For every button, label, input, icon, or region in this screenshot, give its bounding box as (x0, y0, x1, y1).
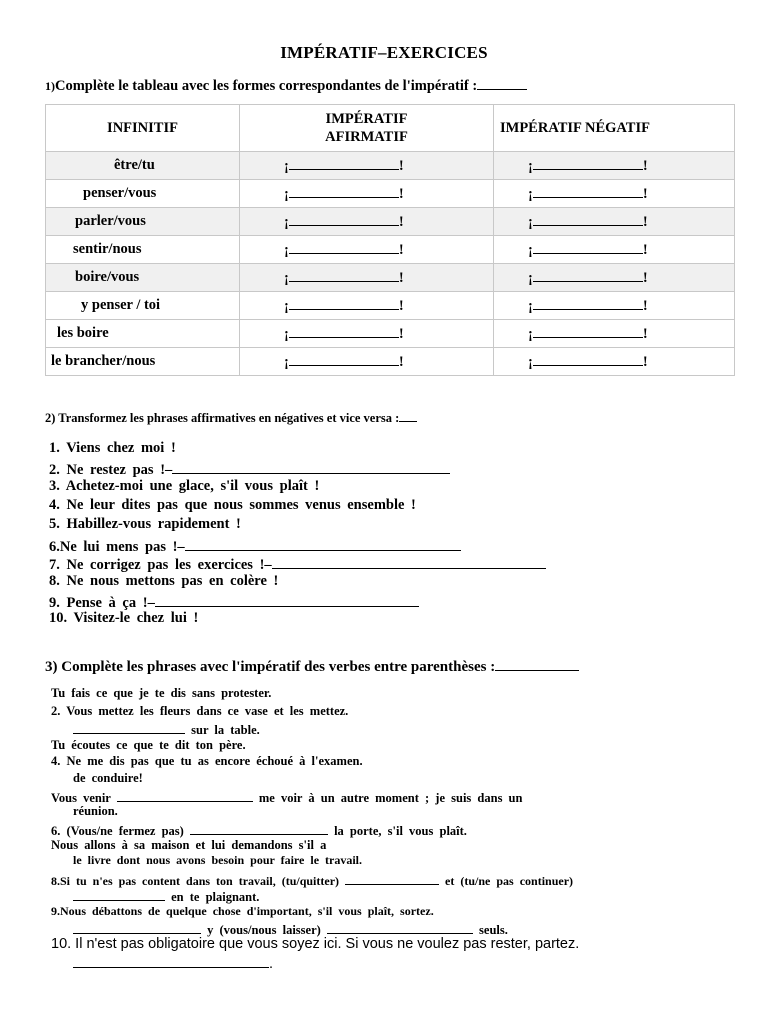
exercise-3-sentence: Tu écoutes ce que te dit ton père. (51, 738, 246, 752)
close-mark: ! (642, 241, 648, 258)
close-mark: ! (642, 213, 648, 230)
answer-blank[interactable] (327, 920, 473, 934)
sentence-text: en te plaignant. (171, 890, 260, 904)
infinitif-cell: être/tu (46, 152, 240, 180)
negatif-answer[interactable] (494, 236, 735, 264)
negatif-answer[interactable] (494, 180, 735, 208)
sentence-text: y (vous/nous laisser) (207, 923, 321, 937)
affirmatif-answer[interactable] (240, 292, 494, 320)
sentence-text: me voir à un autre moment ; je suis dans un (258, 791, 523, 805)
open-mark: ¡ (284, 241, 289, 258)
open-mark: ¡ (284, 157, 289, 174)
open-mark: ¡ (284, 353, 289, 370)
open-mark: ¡ (528, 241, 533, 258)
answer-blank[interactable] (73, 920, 201, 934)
answer-blank[interactable] (345, 871, 439, 885)
exercise-2-item: 4. Ne leur dites pas que nous sommes venus ensemble ! (49, 497, 416, 513)
affirmatif-answer[interactable] (240, 348, 494, 376)
open-mark: ¡ (528, 325, 533, 342)
table-header-row (46, 105, 735, 152)
answer-blank[interactable] (289, 297, 399, 310)
exercise-3-instruction: 3) Complète les phrases avec l'impératif des verbes entre parenthèses : (45, 659, 496, 675)
answer-blank[interactable] (533, 269, 643, 282)
close-mark: ! (398, 353, 404, 370)
sentence-text: 8.Si tu n'es pas content dans ton travail, (tu/quitter) (51, 874, 340, 888)
table-row (46, 236, 735, 264)
affirmatif-answer[interactable] (240, 320, 494, 348)
exercise-3-sentence (51, 821, 467, 839)
table-row (46, 348, 735, 376)
answer-blank[interactable] (73, 954, 269, 968)
answer-blank[interactable] (533, 213, 643, 226)
answer-blank[interactable] (289, 185, 399, 198)
table-row (46, 208, 735, 236)
table-row (46, 152, 735, 180)
close-mark: ! (398, 241, 404, 258)
answer-blank[interactable] (289, 353, 399, 366)
open-mark: ¡ (528, 297, 533, 314)
exercise-3-sentence: le livre dont nous avons besoin pour faire le travail. (73, 853, 363, 867)
exercise-3-sentence: 2. Vous mettez les fleurs dans ce vase et les mettez. (51, 704, 349, 718)
answer-blank[interactable] (289, 241, 399, 254)
exercise-3-sentence (73, 954, 273, 972)
infinitif-cell: parler/vous (46, 208, 240, 236)
table-row (46, 320, 735, 348)
answer-blank[interactable] (289, 269, 399, 282)
negatif-answer[interactable] (494, 292, 735, 320)
header-affirmatif (240, 105, 494, 152)
answer-blank (495, 657, 579, 671)
open-mark: ¡ (284, 325, 289, 342)
header-affirmatif-line2: AFIRMATIF (325, 129, 408, 145)
exercise-3-sentence: 9.Nous débattons de quelque chose d'important, s'il vous plaît, sortez. (51, 904, 434, 918)
infinitif-cell: boire/vous (46, 264, 240, 292)
exercise-3-sentence: Tu fais ce que je te dis sans protester. (51, 686, 272, 700)
exercise-3-sentence: 4. Ne me dis pas que tu as encore échoué à l'examen. (51, 754, 363, 768)
open-mark: ¡ (528, 185, 533, 202)
item-text: 6.Ne lui mens pas !– (49, 539, 185, 555)
sentence-text: Vous venir (51, 791, 111, 805)
item-text: 7. Ne corrigez pas les exercices !– (49, 557, 272, 573)
sentence-text: seuls. (479, 923, 508, 937)
exercise-3-sentence: Nous allons à sa maison et lui demandons s'il a (51, 838, 327, 852)
infinitif-cell: penser/vous (46, 180, 240, 208)
answer-blank[interactable] (533, 353, 643, 366)
open-mark: ¡ (284, 269, 289, 286)
sentence-text: et (tu/ne pas continuer) (445, 874, 574, 888)
affirmatif-answer[interactable] (240, 264, 494, 292)
close-mark: ! (398, 157, 404, 174)
close-mark: ! (398, 213, 404, 230)
open-mark: ¡ (284, 213, 289, 230)
exercise-3-sentence (73, 720, 260, 738)
answer-blank[interactable] (73, 720, 185, 734)
open-mark: ¡ (528, 213, 533, 230)
answer-blank[interactable] (289, 325, 399, 338)
exercise-3-sentence (73, 887, 259, 905)
table-row (46, 292, 735, 320)
exercise-3-sentence: de conduire! (73, 771, 143, 785)
negatif-answer[interactable] (494, 152, 735, 180)
exercise-2-item: 3. Achetez-moi une glace, s'il vous plaît ! (49, 478, 320, 494)
close-mark: ! (398, 325, 404, 342)
exercise-3-sentence: 10. Il n'est pas obligatoire que vous soyez ici. Si vous ne voulez pas rester, partez. (51, 936, 580, 952)
answer-blank[interactable] (533, 157, 643, 170)
infinitif-cell: le brancher/nous (46, 348, 240, 376)
infinitif-cell: sentir/nous (46, 236, 240, 264)
negatif-answer[interactable] (494, 320, 735, 348)
close-mark: ! (398, 297, 404, 314)
answer-blank[interactable] (289, 213, 399, 226)
close-mark: ! (398, 269, 404, 286)
answer-blank[interactable] (185, 537, 461, 551)
close-mark: ! (642, 325, 648, 342)
answer-blank (399, 408, 417, 422)
exercise-2-item: 5. Habillez-vous rapidement ! (49, 516, 241, 532)
affirmatif-answer[interactable] (240, 236, 494, 264)
header-infinitif: INFINITIF (46, 105, 240, 152)
infinitif-cell: y penser / toi (46, 292, 240, 320)
exercise-1-instruction: Complète le tableau avec les formes correspondantes de l'impératif : (55, 78, 478, 94)
header-affirmatif-line1: IMPÉRATIF (325, 111, 408, 127)
answer-blank[interactable] (73, 887, 165, 901)
exercise-2-item: 8. Ne nous mettons pas en colère ! (49, 573, 279, 589)
exercise-3-sentence (51, 788, 522, 806)
affirmatif-answer[interactable] (240, 208, 494, 236)
open-mark: ¡ (528, 157, 533, 174)
close-mark: ! (642, 353, 648, 370)
open-mark: ¡ (284, 297, 289, 314)
header-negatif: IMPÉRATIF NÉGATIF (494, 105, 735, 152)
sentence-text: 6. (Vous/ne fermez pas) (51, 824, 184, 838)
affirmatif-answer[interactable] (240, 180, 494, 208)
negatif-answer[interactable] (494, 208, 735, 236)
answer-blank[interactable] (155, 593, 419, 607)
exercise-2-item: 10. Visitez-le chez lui ! (49, 610, 199, 626)
answer-blank[interactable] (117, 788, 253, 802)
exercise-1-number: 1) (45, 79, 55, 93)
exercise-2-item (49, 537, 461, 556)
answer-blank[interactable] (533, 185, 643, 198)
conjugation-table (45, 104, 735, 376)
exercise-2-heading (45, 408, 417, 426)
open-mark: ¡ (284, 185, 289, 202)
close-mark: ! (398, 185, 404, 202)
page-title: IMPÉRATIF–EXERCICES (280, 43, 488, 62)
affirmatif-answer[interactable] (240, 152, 494, 180)
answer-blank[interactable] (289, 157, 399, 170)
table-row (46, 264, 735, 292)
item-text: 9. Pense à ça !– (49, 595, 155, 611)
exercise-2-item (49, 460, 450, 479)
exercise-2-instruction: 2) Transformez les phrases affirmatives en négatives et vice versa : (45, 411, 400, 425)
sentence-text: la porte, s'il vous plaît. (334, 824, 467, 838)
exercise-2-item (49, 555, 546, 574)
close-mark: ! (642, 297, 648, 314)
table-row (46, 180, 735, 208)
open-mark: ¡ (528, 353, 533, 370)
negatif-answer[interactable] (494, 348, 735, 376)
sentence-text: . (269, 956, 274, 972)
open-mark: ¡ (528, 269, 533, 286)
infinitif-cell: les boire (46, 320, 240, 348)
answer-blank (477, 76, 527, 90)
exercise-1-heading (45, 76, 527, 95)
exercise-3-heading (45, 657, 579, 676)
exercise-2-item: 1. Viens chez moi ! (49, 440, 176, 456)
close-mark: ! (642, 157, 648, 174)
exercise-3-sentence: réunion. (73, 804, 118, 818)
answer-blank[interactable] (190, 821, 328, 835)
close-mark: ! (642, 185, 648, 202)
answer-blank[interactable] (172, 460, 450, 474)
answer-blank[interactable] (533, 325, 643, 338)
answer-blank[interactable] (533, 297, 643, 310)
answer-blank[interactable] (533, 241, 643, 254)
answer-blank[interactable] (272, 555, 546, 569)
close-mark: ! (642, 269, 648, 286)
negatif-answer[interactable] (494, 264, 735, 292)
sentence-text: sur la table. (191, 723, 260, 737)
item-text: 2. Ne restez pas !– (49, 462, 173, 478)
